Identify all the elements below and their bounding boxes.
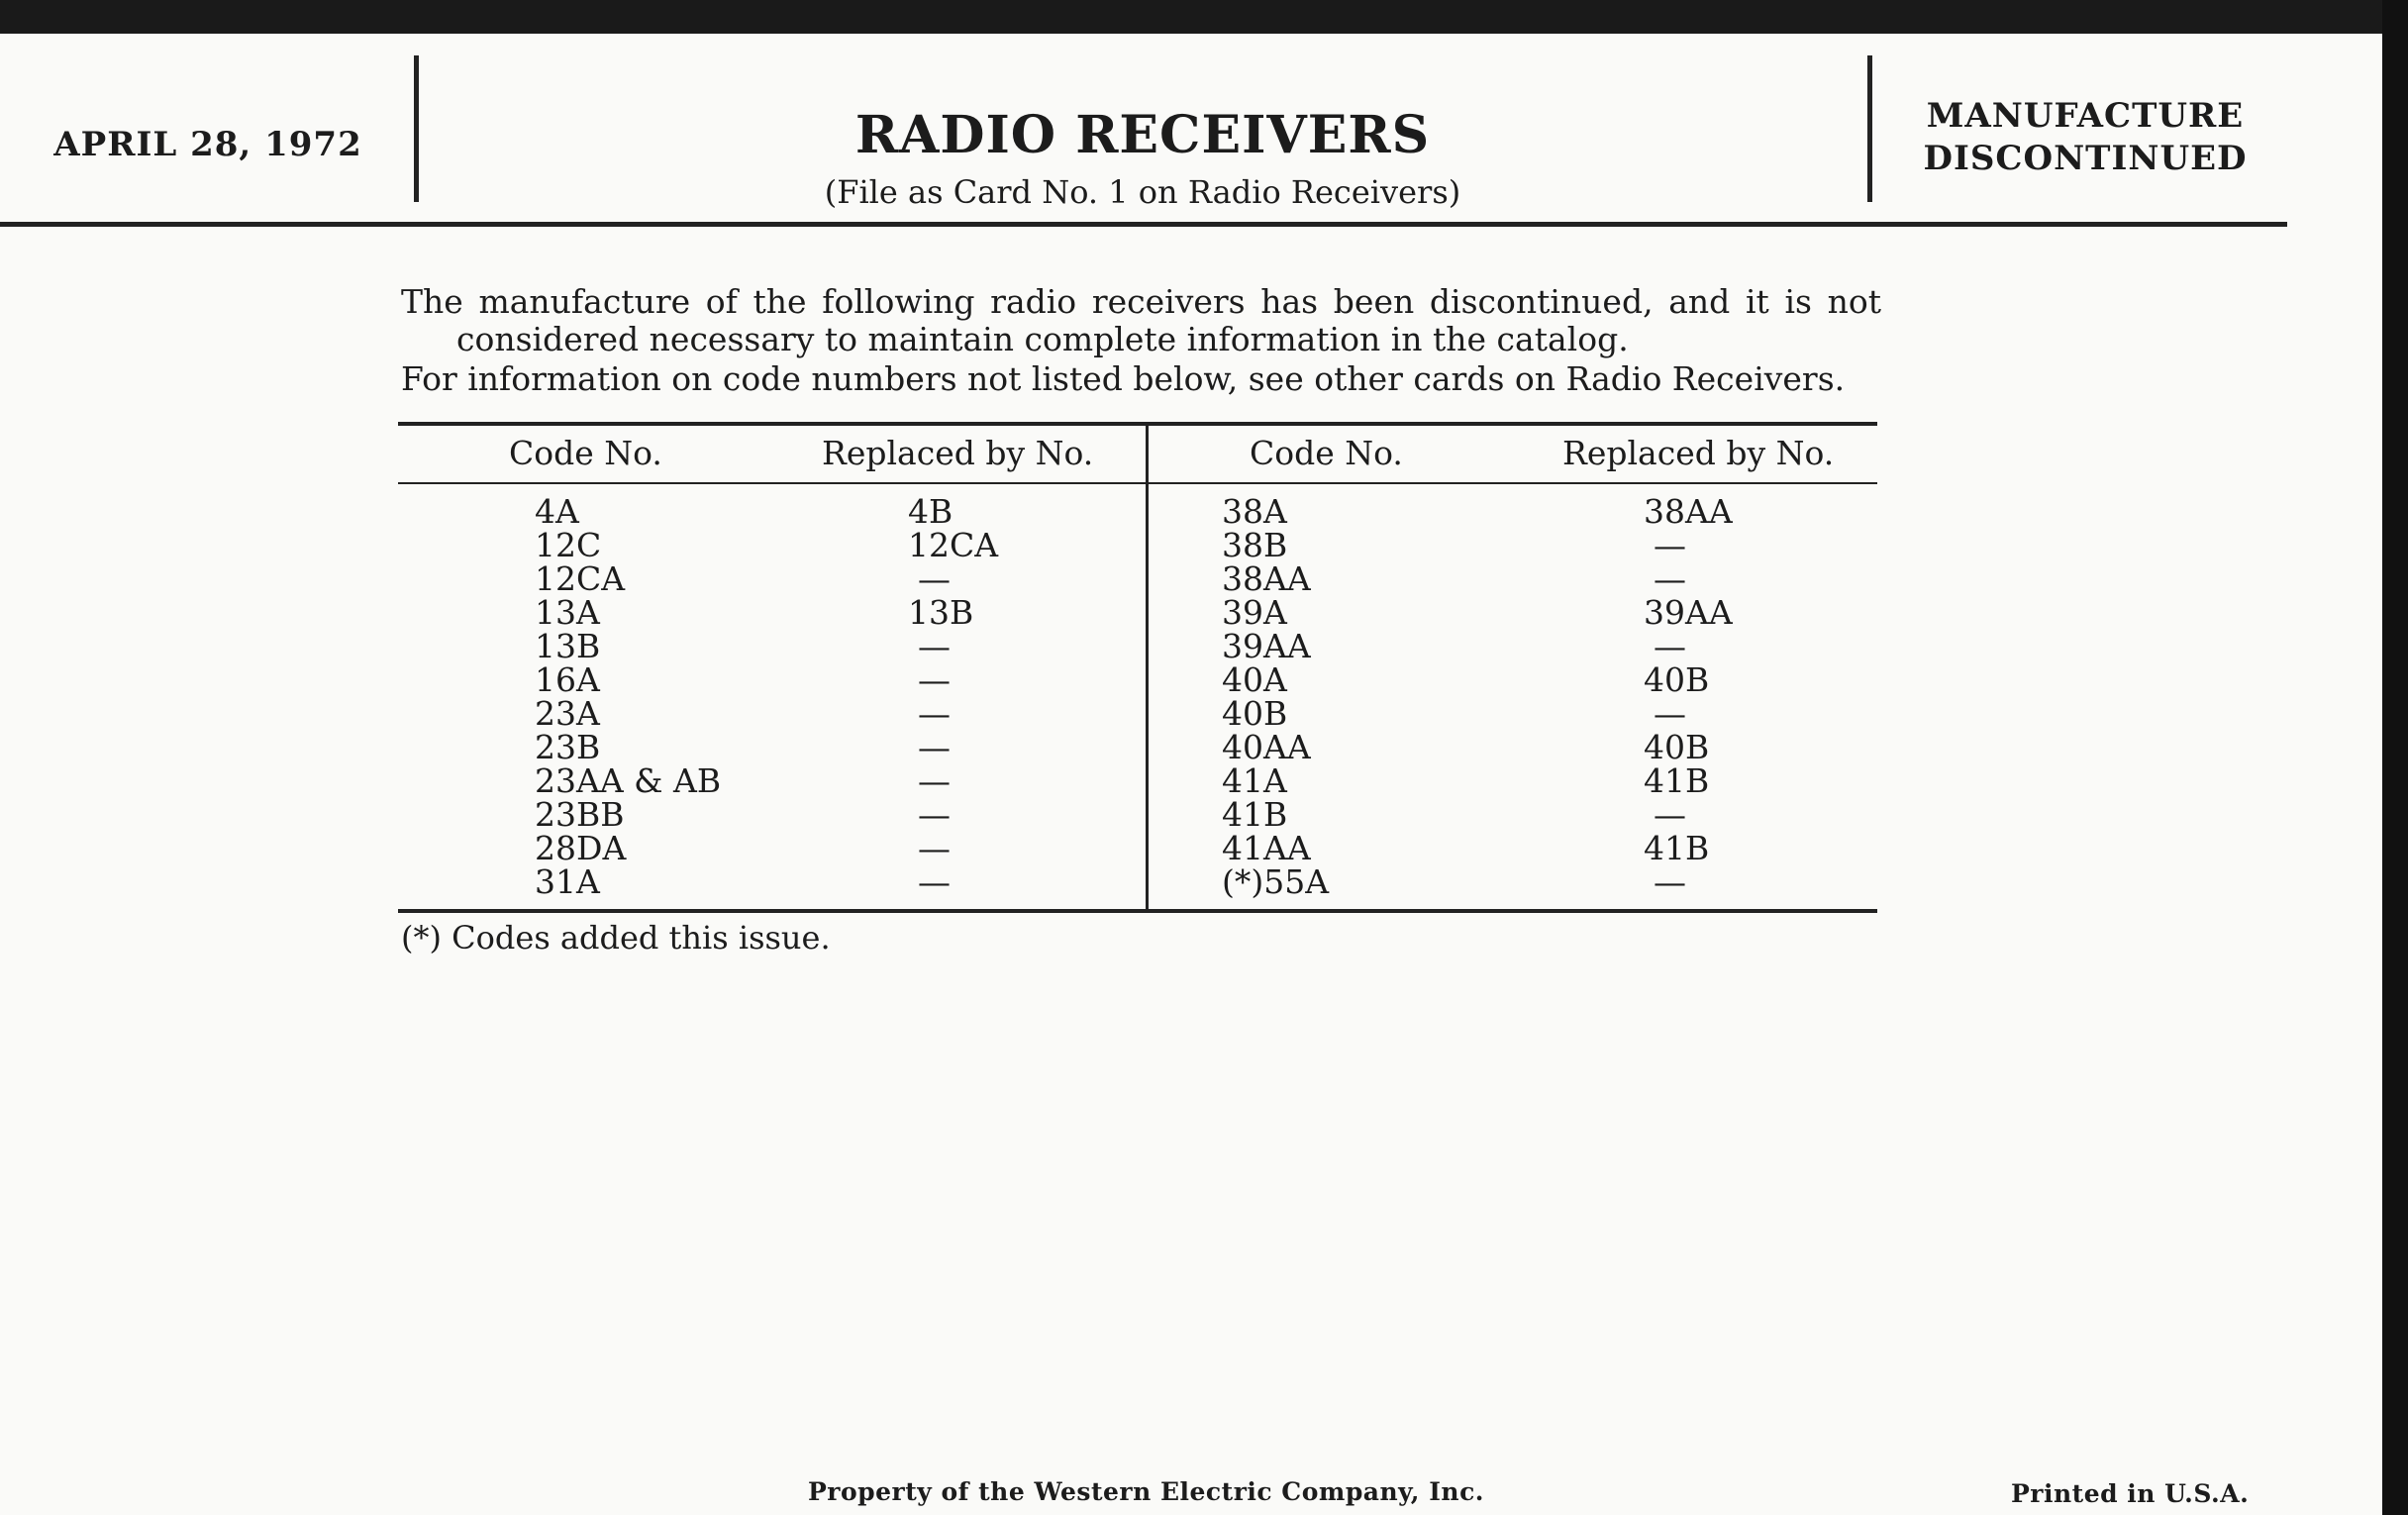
table-cell: 40B xyxy=(1644,728,1710,766)
table-cell: 12CA xyxy=(535,559,626,598)
table-cell: 13A xyxy=(535,593,600,632)
table-cell: 41B xyxy=(1644,761,1710,800)
table-cell: 23B xyxy=(535,728,601,766)
page-title: RADIO RECEIVERS xyxy=(854,105,1431,165)
table-cell: 23A xyxy=(535,694,600,733)
intro-text xyxy=(401,283,1881,398)
table-cell: — xyxy=(1654,526,1686,564)
table-cell: 41B xyxy=(1644,829,1710,867)
table-cell: — xyxy=(918,694,951,733)
codes-table xyxy=(398,422,1877,913)
table-cell: 39A xyxy=(1222,593,1287,632)
scan-edge xyxy=(2382,0,2408,1515)
page-subtitle: (File as Card No. 1 on Radio Receivers) xyxy=(824,173,1461,211)
table-cell: 38A xyxy=(1222,492,1287,531)
status-line-1: MANUFACTURE xyxy=(1926,96,2245,136)
table-cell: (*)55A xyxy=(1222,862,1330,901)
table-cell: — xyxy=(1654,862,1686,901)
table-cell: — xyxy=(918,627,951,665)
table-cell: — xyxy=(918,862,951,901)
footnote: (*) Codes added this issue. xyxy=(401,919,831,957)
left-code-column xyxy=(535,492,722,901)
table-cell: 38AA xyxy=(1222,559,1311,598)
table-cell: 23AA & AB xyxy=(535,761,722,800)
table-column-divider xyxy=(1146,422,1149,913)
table-cell: 4B xyxy=(908,492,953,531)
table-cell: 39AA xyxy=(1222,627,1311,665)
table-cell: 41A xyxy=(1222,761,1287,800)
table-cell: — xyxy=(918,728,951,766)
table-cell: 28DA xyxy=(535,829,627,867)
intro-paragraph-2: For information on code numbers not listed below, see other cards on Radio Receivers. xyxy=(401,359,1846,398)
status-label xyxy=(1877,95,2293,180)
title-block xyxy=(420,55,1865,234)
table-cell: 12C xyxy=(535,526,602,564)
table-header-rule xyxy=(398,482,1877,484)
header-divider-right xyxy=(1867,55,1872,202)
table-cell: 38B xyxy=(1222,526,1288,564)
header-divider-left xyxy=(414,55,419,202)
table-cell: 23BB xyxy=(535,795,625,834)
table-cell: — xyxy=(918,660,951,699)
intro-paragraph-1: The manufacture of the following radio receivers has been discontinued, and it is not considered necessary to maintain complete information in the catalog. xyxy=(401,282,1881,358)
footer-ownership: Property of the Western Electric Company, Inc. xyxy=(808,1477,1485,1506)
footer-printed: Printed in U.S.A. xyxy=(2011,1479,2250,1508)
table-cell: — xyxy=(1654,559,1686,598)
table-cell: 40B xyxy=(1222,694,1288,733)
left-replaced-column xyxy=(908,492,999,901)
table-cell: 13B xyxy=(535,627,601,665)
right-code-column xyxy=(1222,492,1330,901)
table-cell: 40B xyxy=(1644,660,1710,699)
table-cell: — xyxy=(918,829,951,867)
table-cell: 41B xyxy=(1222,795,1288,834)
header-code-right: Code No. xyxy=(1250,434,1403,472)
table-bottom-rule xyxy=(398,909,1877,913)
table-cell: 16A xyxy=(535,660,600,699)
catalog-card xyxy=(0,34,2408,1515)
header-replaced-right: Replaced by No. xyxy=(1562,434,1835,472)
table-cell: 12CA xyxy=(908,526,999,564)
table-cell: 31A xyxy=(535,862,600,901)
status-line-2: DISCONTINUED xyxy=(1923,139,2248,178)
table-cell: 4A xyxy=(535,492,579,531)
table-cell: — xyxy=(1654,694,1686,733)
table-cell: — xyxy=(1654,627,1686,665)
header-replaced-left: Replaced by No. xyxy=(822,434,1094,472)
table-cell: 40AA xyxy=(1222,728,1311,766)
table-top-rule xyxy=(398,422,1877,426)
header-rule xyxy=(0,222,2287,227)
table-cell: — xyxy=(918,795,951,834)
table-cell: — xyxy=(918,761,951,800)
table-cell: — xyxy=(1654,795,1686,834)
header-code-left: Code No. xyxy=(509,434,662,472)
table-cell: 13B xyxy=(908,593,974,632)
table-cell: 38AA xyxy=(1644,492,1733,531)
table-cell: 41AA xyxy=(1222,829,1311,867)
right-replaced-column xyxy=(1644,492,1733,901)
card-header xyxy=(0,55,2287,234)
table-cell: 40A xyxy=(1222,660,1287,699)
table-cell: — xyxy=(918,559,951,598)
issue-date: APRIL 28, 1972 xyxy=(53,125,362,164)
table-cell: 39AA xyxy=(1644,593,1733,632)
